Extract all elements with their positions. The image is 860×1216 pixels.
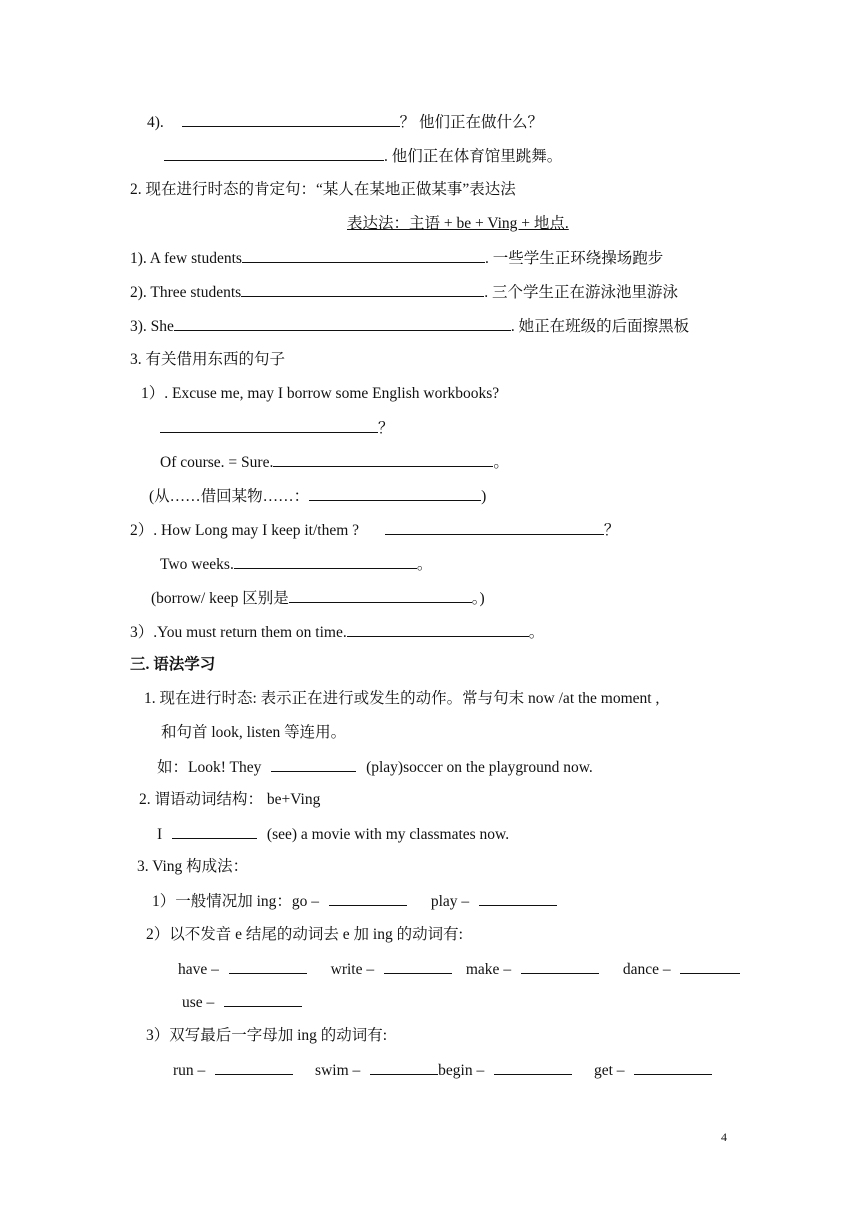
- rule2-words: [178, 959, 740, 980]
- s3-q1-blank-suffix: ？: [378, 420, 394, 437]
- rule2-word-use: use –: [182, 994, 215, 1011]
- s3-q2-note-suffix: 。): [471, 590, 485, 607]
- rule3-swim-blank[interactable]: [370, 1060, 438, 1075]
- s2-item-3-blank[interactable]: [174, 316, 511, 331]
- grammar-p1: 1. 现在进行时态: 表示正在进行或发生的动作。常与句末 now /at the moment ,: [144, 690, 660, 707]
- s3-q1-note: [149, 486, 486, 507]
- s2-item-1-suffix: . 一些学生正环绕操场跑步: [484, 250, 664, 267]
- s3-q1-answer: [160, 452, 509, 473]
- q4-label: 4).: [147, 114, 164, 131]
- s2-item-2-prefix: 2). Three students: [130, 284, 242, 301]
- q4-answer-blank[interactable]: [164, 146, 384, 161]
- s3-q3: [130, 622, 544, 643]
- page-number: 4: [721, 1130, 727, 1144]
- s3-q3-blank[interactable]: [347, 622, 529, 637]
- rule2-write-blank[interactable]: [384, 959, 452, 974]
- s2-item-2-suffix: . 三个学生正在游泳池里游泳: [484, 284, 678, 301]
- s3-q2-suffix: ？: [603, 522, 620, 539]
- rule2-make-blank[interactable]: [521, 959, 599, 974]
- grammar-ex2-prefix: I: [157, 826, 163, 843]
- q4-question-blank[interactable]: [182, 112, 400, 127]
- s2-item-3-prefix: 3). She: [130, 318, 174, 335]
- grammar-ex2-blank[interactable]: [172, 824, 257, 839]
- rule3-begin-blank[interactable]: [494, 1060, 572, 1075]
- grammar-heading: 三. 语法学习: [130, 656, 216, 673]
- section2-formula: 表达法：主语 + be + Ving + 地点.: [347, 215, 569, 232]
- grammar-example-2: [157, 824, 509, 845]
- rule2-word-have: have –: [178, 961, 219, 978]
- rule1-go-blank[interactable]: [329, 891, 407, 906]
- grammar-ex2-suffix: (see) a movie with my classmates now.: [266, 826, 510, 843]
- rule1-play: play –: [430, 893, 470, 910]
- rule2-word-dance: dance –: [622, 961, 671, 978]
- grammar-rule-3: 3）双写最后一字母加 ing 的动词有:: [146, 1027, 388, 1044]
- rule3-get-blank[interactable]: [634, 1060, 712, 1075]
- s3-q3-suffix: 。: [528, 624, 545, 641]
- s2-item-1-blank[interactable]: [242, 248, 485, 263]
- rule3-word-swim: swim –: [315, 1062, 361, 1079]
- section3-heading: 3. 有关借用东西的句子: [130, 351, 286, 368]
- s3-q1: 1）. Excuse me, may I borrow some English workbooks?: [141, 385, 500, 402]
- s3-q1-answer-blank[interactable]: [273, 452, 493, 467]
- s2-item-1-prefix: 1). A few students: [130, 250, 242, 267]
- s3-q2-answer-prefix: Two weeks.: [160, 556, 234, 573]
- rule1-play-blank[interactable]: [479, 891, 557, 906]
- rule3-word-begin: begin –: [438, 1062, 485, 1079]
- grammar-ex1-prefix: 如：Look! They: [157, 759, 262, 776]
- s3-q1-note-prefix: (从……借回某物……：: [149, 488, 310, 505]
- q4-question-suffix: ？ 他们正在做什么？: [399, 114, 544, 131]
- s3-q3-prefix: 3）.You must return them on time.: [130, 624, 347, 641]
- s3-q2-note-prefix: (borrow/ keep 区别是: [151, 590, 289, 607]
- rule2-dance-blank[interactable]: [680, 959, 740, 974]
- s3-q1-blank-line: [160, 418, 394, 439]
- grammar-rule-1: [152, 891, 557, 912]
- s2-item-1: [130, 248, 663, 269]
- rule3-words: [173, 1060, 712, 1081]
- q4-answer-line: [164, 146, 562, 167]
- s2-item-3-suffix: . 她正在班级的后面擦黑板: [510, 318, 690, 335]
- s3-q1-blank[interactable]: [160, 418, 378, 433]
- s2-item-2: [130, 282, 678, 303]
- section2-heading: 2. 现在进行时态的肯定句：“某人在某地正做某事”表达法: [130, 181, 516, 198]
- s3-q2-text: 2）. How Long may I keep it/them ?: [130, 522, 360, 539]
- s3-q1-note-suffix: ): [481, 488, 487, 505]
- s3-q2-answer-suffix: 。: [416, 556, 433, 573]
- rule2-use-blank[interactable]: [224, 992, 302, 1007]
- s2-item-3: [130, 316, 689, 337]
- rule2-word-write: write –: [330, 961, 375, 978]
- rule3-run-blank[interactable]: [215, 1060, 293, 1075]
- s3-q1-answer-prefix: Of course. = Sure.: [160, 454, 274, 471]
- rule2-use-line: [182, 992, 302, 1013]
- rule2-have-blank[interactable]: [229, 959, 307, 974]
- grammar-p1-cont: 和句首 look, listen 等连用。: [161, 724, 347, 741]
- rule3-word-get: get –: [593, 1062, 625, 1079]
- s3-q2-note-blank[interactable]: [289, 588, 472, 603]
- s3-q2: [130, 520, 619, 541]
- grammar-ex1-blank[interactable]: [271, 757, 356, 772]
- s3-q2-answer-blank[interactable]: [234, 554, 417, 569]
- s3-q1-answer-suffix: 。: [493, 454, 509, 471]
- q4-answer-suffix: . 他们正在体育馆里跳舞。: [384, 148, 563, 165]
- s2-item-2-blank[interactable]: [241, 282, 484, 297]
- grammar-rule-2: 2）以不发音 e 结尾的动词去 e 加 ing 的动词有:: [146, 926, 463, 943]
- q4-question-line: [147, 112, 543, 133]
- grammar-ex1-suffix: (play)soccer on the playground now.: [366, 759, 593, 776]
- s3-q2-blank[interactable]: [385, 520, 604, 535]
- s3-q1-note-blank[interactable]: [309, 486, 481, 501]
- s3-q2-note: [151, 588, 485, 609]
- s3-q2-answer: [160, 554, 432, 575]
- grammar-example-1: [157, 757, 593, 778]
- grammar-p2: 2. 谓语动词结构： be+Ving: [139, 791, 321, 808]
- grammar-p3: 3. Ving 构成法：: [137, 858, 249, 875]
- rule1-prefix: 1）一般情况加 ing：go –: [152, 893, 320, 910]
- rule2-word-make: make –: [465, 961, 512, 978]
- rule3-word-run: run –: [173, 1062, 206, 1079]
